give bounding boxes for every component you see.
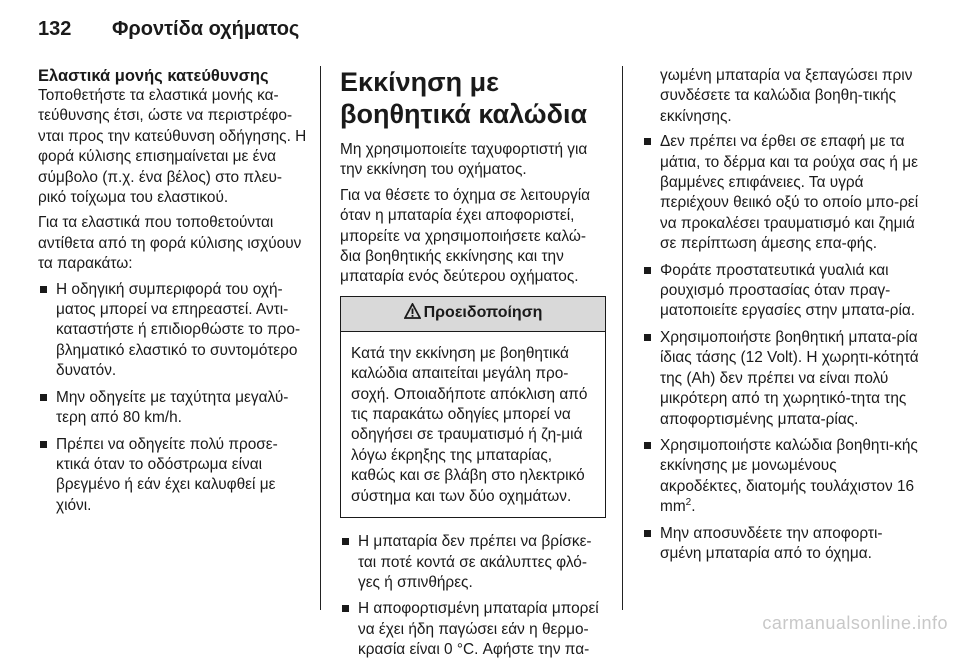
list-item — [642, 436, 922, 518]
list-item: Χρησιμοποιήστε βοηθητική μπατα-ρία ίδιας τάσης (12 Volt). Η χωρητι-κότητά της (Ah) δεν πρέπει να είναι πολύ μικρότερη από τη χωρητικό-τητα της αποφορτισμένης μπατα-ρίας. — [642, 328, 922, 430]
column-right — [642, 66, 922, 570]
paragraph: Μη χρησιμοποιείτε ταχυφορτιστή για την εκκίνηση του οχήματος. — [340, 141, 588, 179]
bullet-list — [340, 532, 606, 660]
warning-triangle-icon — [404, 303, 421, 326]
column-left — [38, 66, 310, 522]
paragraph: Για να θέσετε το όχημα σε λειτουργία όταν η μπαταρία έχει αποφοριστεί, μπορείτε να χρησιμοποιήσετε καλώ-δια βοηθητικής εκκίνησης και την μπαταρία ενός δεύτερου οχήματος. — [340, 186, 591, 286]
warning-text: Κατά την εκκίνηση με βοηθητικά καλώδια απαιτείται μεγάλη προ-σοχή. Οποιαδήποτε απόκλιση από τις παρακάτω οδηγίες μπορεί να οδηγήσει σε τραυματισμό ή ζη-μιά λόγω έκρηξης της μπαταρίας, καθώς και σε βλάβη στο ηλεκτρικό σύστημα και των δύο οχημάτων. — [351, 344, 588, 505]
page-header — [0, 0, 960, 62]
list-item: Φοράτε προστατευτικά γυαλιά και ρουχισμό προστασίας όταν πραγ-ματοποιείτε εργασίες στην μπατα-ρία. — [642, 261, 922, 322]
superscript: 2 — [685, 497, 692, 508]
section-heading-jump-start: Εκκίνηση με βοηθητικά καλώδια — [340, 67, 588, 129]
column-divider — [320, 66, 321, 610]
warning-header — [341, 297, 605, 332]
bullet-list — [642, 132, 922, 564]
list-item: Μην αποσυνδέετε την αποφορτι-σμένη μπαταρία από το όχημα. — [642, 524, 922, 565]
list-item: Η μπαταρία δεν πρέπει να βρίσκε-ται ποτέ κοντά σε ακάλυπτες φλό-γες ή σπινθήρες. — [340, 532, 606, 593]
paragraph: Για τα ελαστικά που τοποθετούνται αντίθετα από τη φορά κύλισης ισχύουν τα παρακάτω: — [38, 214, 302, 273]
list-item: Δεν πρέπει να έρθει σε επαφή με τα μάτια, το δέρμα και τα ρούχα σας ή με βαμμένες επιφάνειες. Τα υγρά περιέχουν θειικό οξύ το οποίο μπο-ρεί να προκαλέσει τραυματισμό και ζημιά σε περίπτωση άμεσης επα-φής. — [642, 132, 922, 254]
warning-title: Προειδοποίηση — [423, 303, 543, 321]
section-heading-directional-tires: Ελαστικά μονής κατεύθυνσης — [38, 67, 269, 85]
bullet-list — [38, 280, 310, 516]
watermark: carmanualsonline.info — [762, 613, 948, 633]
list-item: Πρέπει να οδηγείτε πολύ προσε-κτικά όταν το οδόστρωμα είναι βρεγμένο ή εάν έχει καλυφθεί με χιόνι. — [38, 435, 310, 517]
column-divider — [622, 66, 623, 610]
warning-box — [340, 296, 606, 518]
page-title: Φροντίδα οχήματος — [112, 18, 300, 40]
column-middle — [340, 66, 606, 667]
continued-paragraph: γωμένη μπαταρία να ξεπαγώσει πριν συνδέσετε τα καλώδια βοηθη-τικής εκκίνησης. — [660, 67, 913, 125]
list-item: Μην οδηγείτε με ταχύτητα μεγαλύ-τερη από 80 km/h. — [38, 388, 310, 429]
list-item: Η αποφορτισμένη μπαταρία μπορεί να έχει ήδη παγώσει εάν η θερμο-κρασία είναι 0 °C. Αφήστε την πα- — [340, 599, 606, 660]
page-number: 132 — [38, 18, 72, 40]
paragraph: Τοποθετήστε τα ελαστικά μονής κα-τεύθυνσης έτσι, ώστε να περιστρέφο-νται προς την κατεύθυνση οδήγησης. Η φορά κύλισης επισημαίνεται με ένα σύμβολο (π.χ. ένα βέλος) στο πλευ-ρικό τοίχωμα του ελαστικού. — [38, 87, 307, 207]
list-item-text: Χρησιμοποιήστε καλώδια βοηθητι-κής εκκίνησης με μονωμένους ακροδέκτες, διατομής τουλάχιστον 16 mm — [660, 436, 918, 516]
list-item-tail: . — [691, 498, 696, 516]
list-item: Η οδηγική συμπεριφορά του οχή-ματος μπορεί να επηρεαστεί. Αντι-καταστήστε ή επιδιορθώστε το προ-βληματικό ελαστικό το συντομότερο δυνατόν. — [38, 280, 310, 382]
